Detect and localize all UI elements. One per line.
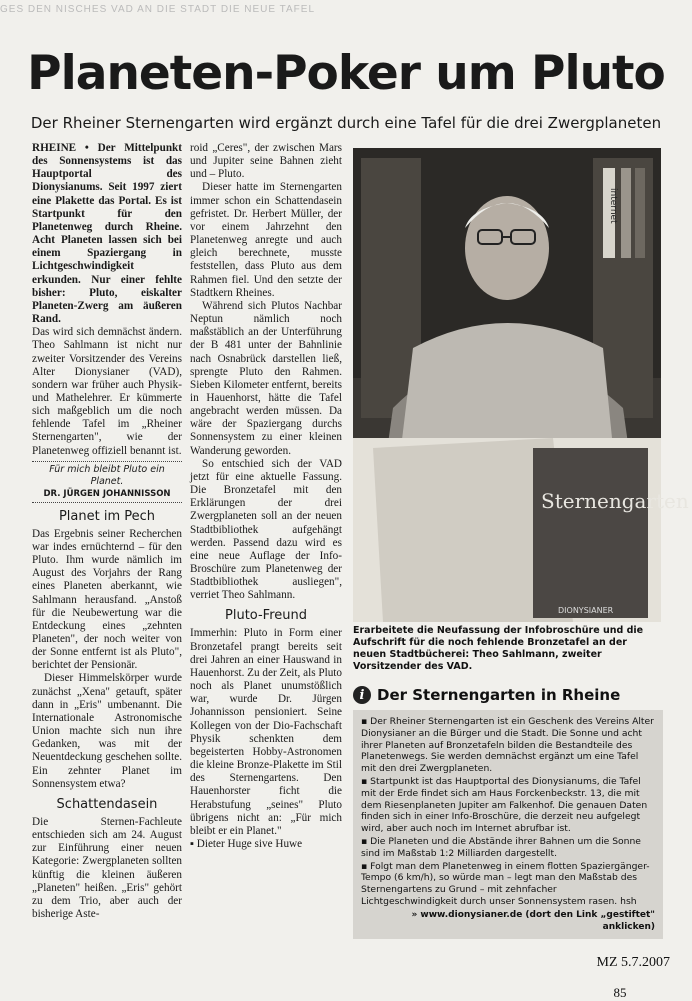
info-box-title: Der Sternengarten in Rheine — [377, 686, 621, 704]
info-box — [353, 684, 663, 939]
quote-text: Für mich bleibt Pluto ein Planet. — [49, 463, 165, 487]
brochure-publisher: DIONYSIANER — [558, 606, 614, 615]
info-item: ▪ Startpunkt ist das Hauptportal des Dionysianums, die Tafel mit der Erde findet sich am Haus Forckenbeckstr. 13, die mit dem Riesenplaneten Jupiter am Falkenhof. Die genauen Daten finden sich in einer Info-Broschüre, die derzeit neu aufgelegt wird, aber auch noch im Internet abrufbar ist. — [361, 775, 648, 835]
subheading: Pluto-Freund — [225, 608, 307, 624]
info-item: ▪ Der Rheiner Sternengarten ist ein Geschenk des Vereins Alter Dionysianer an die Bürger und die Stadt. Die Sonne und acht ihrer Planeten auf Bronzetafeln bilden die Bestandteile des Planetenwegs. Sie werden demnächst ergänzt um eine Tafel mit den drei Zwergplaneten. — [361, 716, 654, 775]
subheadline: Der Rheiner Sternengarten wird ergänzt durch eine Tafel für die drei Zwergplaneten — [30, 114, 662, 132]
brochure-title: Sternengarten — [541, 489, 689, 513]
article-column-1: RHEINE • Der Mittelpunkt des Sonnensystems ist das Hauptportal des Dionysianums. Seit 1997 ziert eine Plakette das Portal. Es ist Startpunkt für den Planetenweg durch Rheine. Acht Planeten lassen sich bei einem Spaziergang in Lichtgeschwindigkeit erkunden. Nur einer fehlte bisher: Pluto, eiskalter Planeten-Zwerg am äußeren Rand. Das wird sich demnächst ändern. Theo Sahlmann ist nicht nur zweiter Vorsitzender des Vereins Alter Dionysianer (VAD), sondern war früher auch Physik- und Mathelehrer. Er kümmerte sich maßgeblich um die noch fehlende Tafel im „Rheiner Sternengarten", wie der Planetenweg offiziell benannt ist. Für mich bleibt Pluto ein Planet. DR. JÜRGEN JOHANNISSON Planet im Pech Das Ergebnis seiner Recherchen war indes ernüchternd – für den Pluto. Ihm wurde nämlich im August des Vorjahrs der Rang eines Planeten aberkannt, wie Sahlmann herausfand. „Anstoß für die Neubewertung war die Entdeckung eines „zehnten Planeten", der noch weiter von der Sonne entfernt ist als Pluto", berichtet der Pensionär. Dieser Himmelskörper wurde zunächst „Xena" getauft, später dann in „Eris" umbenannt. Die Internationale Astronomische Union machte sich nun ihre Gedanken, was mit der Neuentdeckung geschehen sollte. Ein zehnter Planet im Sonnensystem etwa? Schattendasein Die Sternen-Fachleute entschieden sich am 24. August zur Einführung einer neuen Kategorie: Zwergplaneten sollten künftig die kleinen äußeren „Planeten" heißen. „Eris" gehört zu dem Trio, aber auch der bisherige Aste- — [32, 142, 182, 920]
article-photo — [353, 148, 689, 622]
info-icon: i — [353, 686, 371, 704]
paragraph: Immerhin: Pluto in Form einer Bronzetafel prangt bereits seit drei Jahren an einer Hauswand in Hauenhorst. Zu der Zeit, als Pluto noch als Planet unumstößlich war, wurde Dr. Jürgen Johannisson pensioniert. Seine Kollegen von der Dio-Fachschaft Physik schenkten dem begeisterten Hobby-Astronomen die kleine Bronze-Plakette im Stil des Sternengartens. Den Hauenhorster ficht die Herabstufung „seines" Pluto übrigens nicht an: „Für mich bleibt er ein Planet." — [190, 627, 342, 837]
info-box-header — [353, 684, 663, 706]
article-column-2 — [190, 142, 342, 851]
page-number: 85 — [613, 985, 627, 1000]
info-box-body — [353, 710, 663, 939]
quote-author: DR. JÜRGEN JOHANNISSON — [43, 488, 171, 499]
dateline: RHEINE — [32, 142, 77, 154]
paragraph: roid „Ceres", der zwischen Mars und Jupiter seine Bahnen zieht und – Pluto. — [190, 142, 342, 181]
subheading: Schattendasein — [56, 796, 158, 812]
paragraph: Dieser Himmelskörper wurde zunächst „Xena" getauft, später dann in „Eris" umbenannt. Die Internationale Astronomische Union machte sich nun ihre Gedanken, was mit der Neuentdeckung geschehen sollte. Ein zehnter Planet im Sonnensystem etwa? — [32, 672, 182, 790]
subheading: Planet im Pech — [58, 508, 156, 524]
website-link[interactable]: » www.dionysianer.de (dort den Link „gestiftet" anklicken) — [411, 909, 655, 932]
paragraph: So entschied sich der VAD jetzt für eine aktuelle Fassung. Die Bronzetafel mit den Erklärungen der drei Zwergplaneten soll an der neuen Stadtbibliothek aufgehängt werden. Passend dazu wird es eine neue Auflage der Info-Broschüre zum Planetenweg der Stadtbibliothek ausliegen", verriet Theo Sahlmann. — [190, 457, 342, 602]
bleed-through-text: GES DEN NISCHES VAD AN DIE STADT DIE NEUE TAFEL — [0, 4, 316, 15]
info-item: ▪ Folgt man dem Planetenweg in einem flotten Spaziergänger-Tempo (6 km/h), so würde man – legt man den Maßstab des Sternengartens zu Grund – mit zehnfacher Lichtgeschwindigkeit durch unser Sonnensystem rasen. hsh — [361, 860, 650, 907]
paragraph: Die Sternen-Fachleute entschieden sich am 24. August zur Einführung einer neuen Kategorie: Zwergplaneten sollten künftig die kleinen äußeren „Planeten" heißen. „Eris" gehört zu dem Trio, aber auch der bisherige Aste- — [32, 815, 182, 920]
headline: Planeten-Poker um Pluto — [27, 46, 665, 101]
paragraph: Während sich Plutos Nachbar Neptun nämlich noch maßstäblich an der Unterführung der B 481 unter der Bahnlinie nach Osnabrück darstellen ließ, sprengte Pluto den Rahmen. Sieben Kilometer entfernt, bereits in Hauenhorst, hätte die Tafel angebracht werden müssen. Da wäre der Spaziergang durchs Sonnensystem zu einer kleinen Wanderung geworden. — [190, 299, 342, 457]
lead-paragraph: Der Mittelpunkt des Sonnensystems ist das Hauptportal des Dionysianums. Seit 1997 ziert eine Plakette das Portal. Es ist Startpunkt für den Planetenweg durch Rheine. Acht Planeten lassen sich bei einem Spaziergang in Lichtgeschwindigkeit erkunden. Nur einer fehlte bisher: Pluto, eiskalter Planeten-Zwerg am äußeren Rand. — [32, 142, 182, 326]
photo-illustration — [353, 148, 689, 622]
shelf-label: internet — [608, 188, 618, 224]
info-item: ▪ Die Planeten und die Abstände ihrer Bahnen um die Sonne sind im Maßstab 1:2 Milliarden dargestellt. — [361, 835, 641, 859]
photo-caption: Erarbeitete die Neufassung der Infobroschüre und die Aufschrift für die noch fehlende Bronzetafel an der neuen Stadtbücherei: Theo Sahlmann, zweiter Vorsitzender des VAD. — [353, 625, 644, 672]
author-signature: ▪ Dieter Huge sive Huwe — [190, 837, 303, 850]
paragraph: Dieser hatte im Sternengarten immer schon ein Schattendasein gefristet. Dr. Herbert Müller, der vor einem Jahrzehnt den Planetenweg anregte und auch gleich berechnete, musste feststellen, dass Pluto aus dem Rahmen fiel. Und den setzte der Stadtkern Rheines. — [190, 181, 342, 299]
paragraph: Das Ergebnis seiner Recherchen war indes ernüchternd – für den Pluto. Ihm wurde nämlich im August des Vorjahrs der Rang eines Planeten aberkannt, wie Sahlmann herausfand. „Anstoß für die Neubewertung war die Entdeckung eines „zehnten Planeten", der noch weiter von der Sonne entfernt ist als Pluto", berichtet der Pensionär. — [32, 527, 182, 672]
pull-quote — [32, 461, 182, 503]
source-date: MZ 5.7.2007 — [596, 955, 670, 970]
paragraph: Das wird sich demnächst ändern. Theo Sahlmann ist nicht nur zweiter Vorsitzender des Vereins Alter Dionysianer (VAD), sondern war früher auch Physik- und Mathelehrer. Er kümmerte sich maßgeblich um die noch fehlende Tafel im „Rheiner Sternengarten", wie der Planetenweg offiziell benannt ist. — [32, 326, 182, 457]
